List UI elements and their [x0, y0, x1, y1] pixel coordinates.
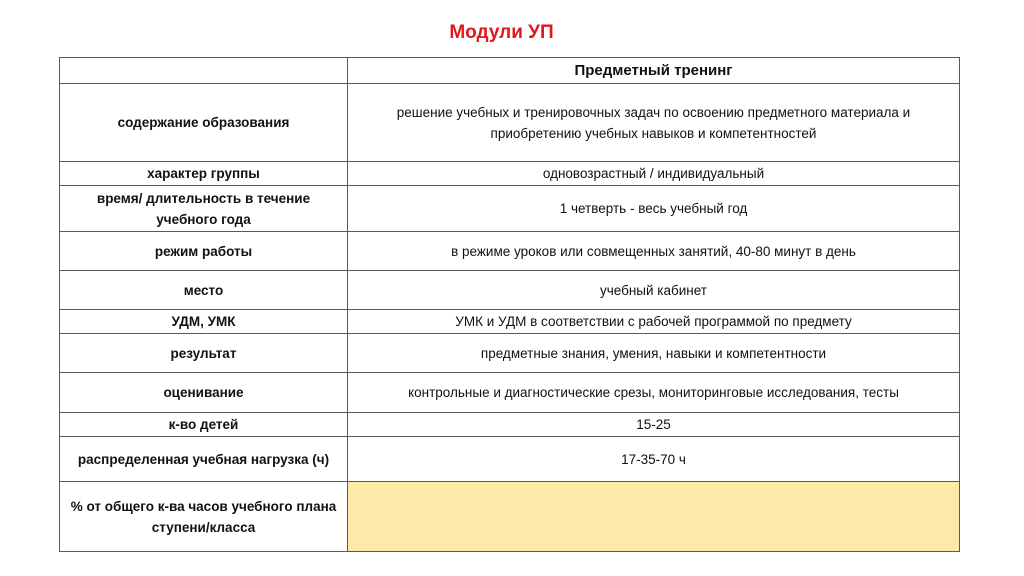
row-label: результат	[60, 334, 348, 373]
row-label: оценивание	[60, 373, 348, 413]
row-label: УДМ, УМК	[60, 310, 348, 334]
table-row	[60, 437, 960, 482]
row-value: учебный кабинет	[348, 271, 960, 310]
table-row	[60, 334, 960, 373]
row-value: 17-35-70 ч	[348, 437, 960, 482]
page-title: Модули УП	[449, 22, 554, 43]
row-label: режим работы	[60, 232, 348, 271]
row-value-highlighted	[348, 482, 960, 552]
row-label: характер группы	[60, 162, 348, 186]
row-label: % от общего к-ва часов учебного плана ступени/класса	[60, 482, 348, 552]
row-label: распределенная учебная нагрузка (ч)	[60, 437, 348, 482]
table-row	[60, 84, 960, 162]
row-label: содержание образования	[60, 84, 348, 162]
row-value: 1 четверть - весь учебный год	[348, 186, 960, 232]
row-value: одновозрастный / индивидуальный	[348, 162, 960, 186]
header-cell-empty	[60, 58, 348, 84]
table-header-row	[60, 58, 960, 84]
table-row	[60, 373, 960, 413]
row-label: место	[60, 271, 348, 310]
table-row	[60, 482, 960, 552]
table-row	[60, 162, 960, 186]
table-row	[60, 186, 960, 232]
table-row	[60, 271, 960, 310]
table-row	[60, 413, 960, 437]
modules-table	[59, 57, 960, 552]
table-row	[60, 232, 960, 271]
row-value: 15-25	[348, 413, 960, 437]
row-label: время/ длительность в течение учебного года	[60, 186, 348, 232]
row-value: предметные знания, умения, навыки и компетентности	[348, 334, 960, 373]
row-value: в режиме уроков или совмещенных занятий, 40-80 минут в день	[348, 232, 960, 271]
row-value: контрольные и диагностические срезы, мониторинговые исследования, тесты	[348, 373, 960, 413]
table-row	[60, 310, 960, 334]
header-cell-module-name: Предметный тренинг	[348, 58, 960, 84]
row-value: решение учебных и тренировочных задач по освоению предметного материала и приобретению учебных навыков и компетентностей	[348, 84, 960, 162]
row-value: УМК и УДМ в соответствии с рабочей программой по предмету	[348, 310, 960, 334]
row-label: к-во детей	[60, 413, 348, 437]
